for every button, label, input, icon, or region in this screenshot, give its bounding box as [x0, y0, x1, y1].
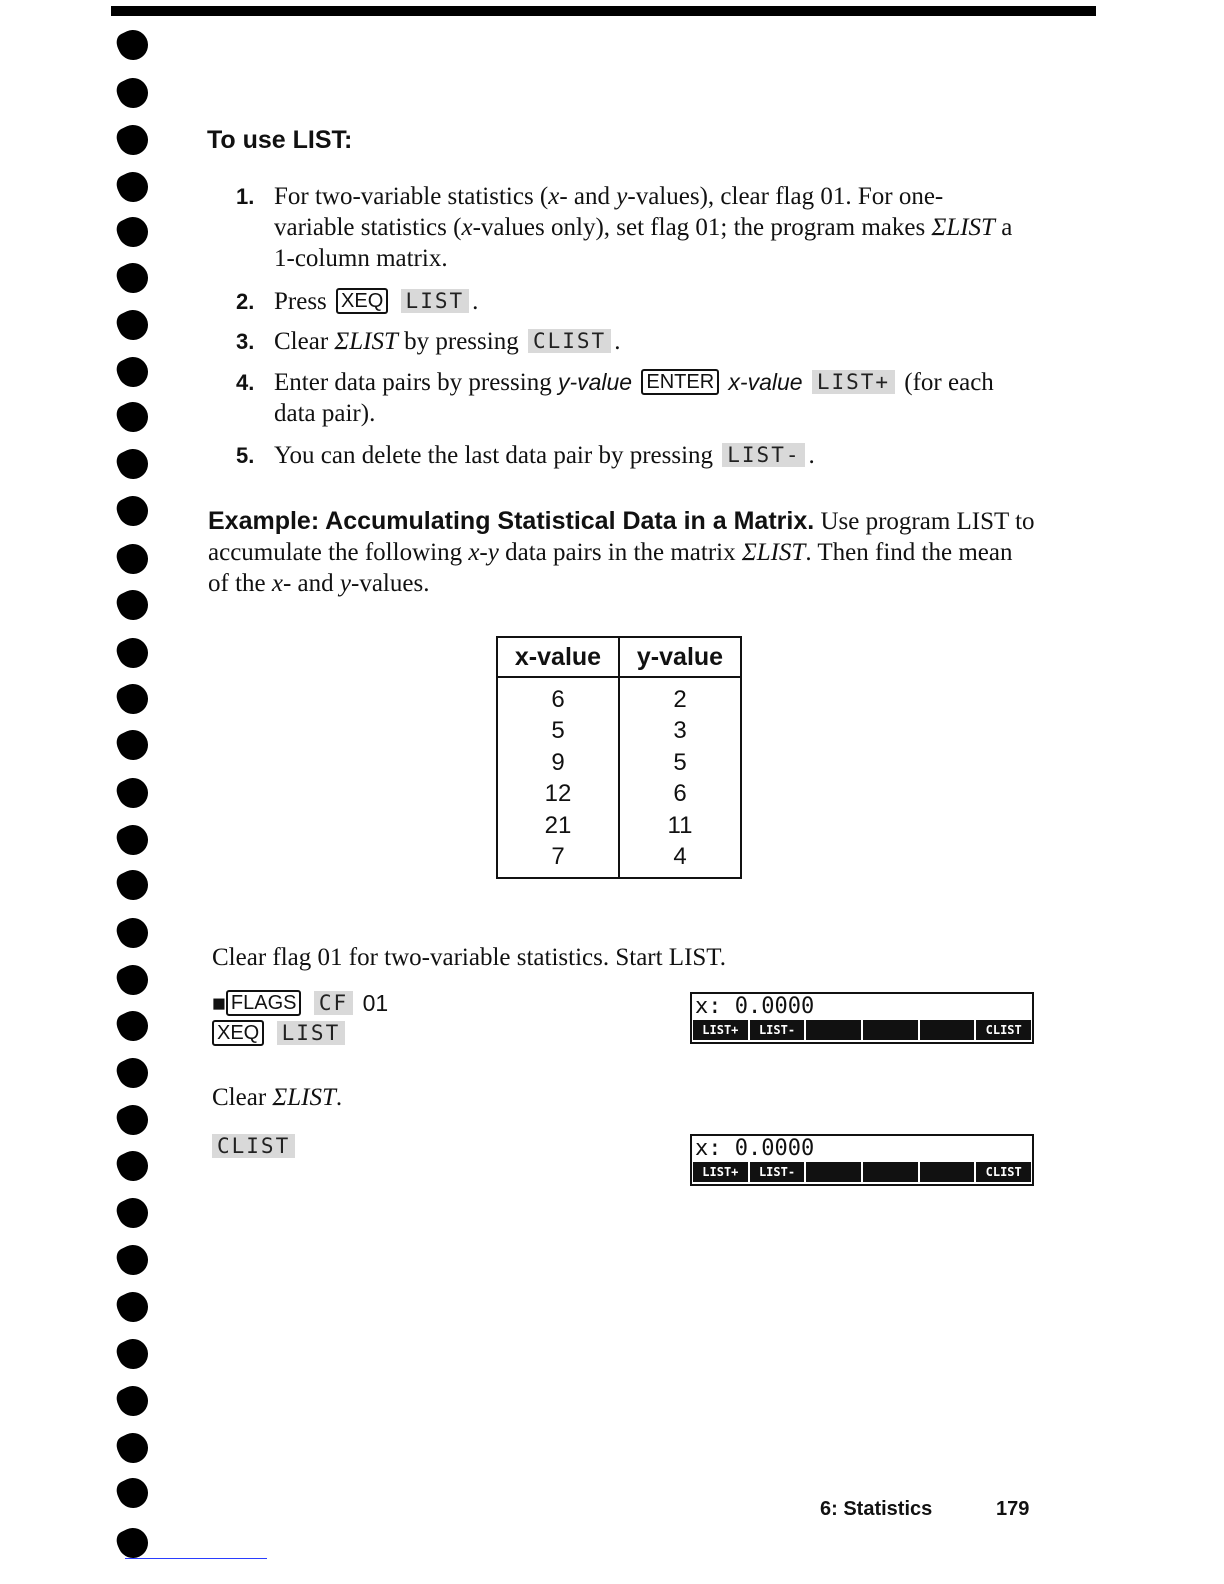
menu-key-blank[interactable] — [806, 1162, 861, 1182]
example-title: Example: Accumulating Statistical Data in a Matrix. — [208, 507, 815, 535]
binding-hole — [113, 1006, 153, 1046]
menu-key-clist[interactable]: CLIST — [976, 1020, 1031, 1040]
flag-number: 01 — [362, 990, 389, 1016]
binding-hole — [113, 1381, 153, 1421]
section-heading: To use LIST: — [207, 126, 353, 154]
binding-hole — [113, 120, 153, 160]
binding-hole — [113, 25, 153, 65]
x-register: x: 0.0000 — [695, 994, 815, 1019]
step-number: 1. — [236, 184, 255, 209]
table-cell: 6 — [619, 779, 741, 811]
column-header: x-value — [497, 637, 619, 677]
x-register: x: 0.0000 — [695, 1136, 815, 1161]
binding-hole — [113, 1193, 153, 1233]
step-number: 5. — [236, 443, 255, 468]
binding-hole — [113, 865, 153, 905]
binding-hole — [113, 1428, 153, 1468]
binding-hole — [113, 491, 153, 531]
step-text: Press XEQ LIST . — [274, 288, 479, 315]
binding-hole — [113, 1240, 153, 1280]
binding-hole — [113, 1146, 153, 1186]
table-cell: 2 — [619, 677, 741, 716]
clist-menu-key[interactable]: CLIST — [528, 329, 611, 353]
table-cell: 21 — [497, 810, 619, 842]
xeq-key[interactable]: XEQ — [336, 288, 388, 314]
table-cell: 5 — [497, 716, 619, 748]
step-1 — [236, 181, 1016, 274]
table-header-row — [497, 637, 741, 677]
menu-key-list-plus[interactable]: LIST+ — [693, 1020, 748, 1040]
menu-key-blank[interactable] — [863, 1020, 918, 1040]
binding-hole — [113, 679, 153, 719]
list-plus-menu-key[interactable]: LIST+ — [812, 370, 895, 394]
example-paragraph: Example: Accumulating Statistical Data in a Matrix. Use program LIST to accumulate the following x-y data pairs in the matrix ΣLIST. Then find the mean of the x- and y-values. — [208, 507, 1035, 597]
table-row — [497, 842, 741, 879]
binding-hole — [113, 913, 153, 953]
menu-key-blank[interactable] — [920, 1020, 975, 1040]
binding-hole — [113, 585, 153, 625]
step-5 — [236, 440, 1016, 471]
binding-hole — [113, 444, 153, 484]
menu-key-clist[interactable]: CLIST — [976, 1162, 1031, 1182]
table-cell: 5 — [619, 747, 741, 779]
binding-hole — [113, 397, 153, 437]
table-cell: 9 — [497, 747, 619, 779]
binding-hole — [113, 258, 153, 298]
calculator-display-1 — [690, 992, 1034, 1044]
binding-hole — [113, 633, 153, 673]
binding-hole — [113, 212, 153, 252]
table-cell: 6 — [497, 677, 619, 716]
binding-hole — [113, 1334, 153, 1374]
keystroke-line-2 — [212, 1020, 348, 1047]
cf-menu-key[interactable]: CF — [314, 991, 353, 1015]
table-row — [497, 677, 741, 716]
table-row — [497, 779, 741, 811]
bottom-rule — [125, 1558, 267, 1559]
table-cell: 7 — [497, 842, 619, 879]
binding-hole — [113, 539, 153, 579]
table-cell: 3 — [619, 716, 741, 748]
keystroke-line-3 — [212, 1133, 298, 1160]
column-header: y-value — [619, 637, 741, 677]
page-number: 179 — [996, 1498, 1030, 1520]
keystroke-line-1 — [212, 990, 388, 1017]
instruction-clear-list: Clear ΣLIST. — [212, 1084, 343, 1111]
list-menu-key[interactable]: LIST — [401, 289, 470, 313]
table-cell: 12 — [497, 779, 619, 811]
flags-key[interactable]: FLAGS — [226, 990, 302, 1016]
step-4 — [236, 367, 1016, 429]
binding-hole — [113, 960, 153, 1000]
binding-hole — [113, 305, 153, 345]
menu-key-list-minus[interactable]: LIST- — [750, 1162, 805, 1182]
binding-hole — [113, 773, 153, 813]
instruction-start-list: Clear flag 01 for two-variable statistics. Start LIST. — [212, 944, 726, 971]
binding-hole — [113, 1473, 153, 1513]
step-text: Clear ΣLIST by pressing CLIST . — [274, 328, 621, 355]
menu-key-blank[interactable] — [920, 1162, 975, 1182]
table-cell: 4 — [619, 842, 741, 879]
step-number: 3. — [236, 329, 255, 354]
binding-hole — [113, 1523, 153, 1563]
table-cell: 11 — [619, 810, 741, 842]
step-text: You can delete the last data pair by pressing LIST- . — [274, 442, 815, 469]
table-row — [497, 747, 741, 779]
enter-key[interactable]: ENTER — [641, 369, 719, 395]
step-text: Enter data pairs by pressing y-value ENTER x-value LIST+ (for each data pair). — [274, 369, 994, 427]
calculator-display-2 — [690, 1134, 1034, 1186]
binding-hole — [113, 1100, 153, 1140]
list-menu-key[interactable]: LIST — [277, 1021, 346, 1045]
step-text: For two-variable statistics (x- and y-values), clear flag 01. For one-variable statistics (x-values only), set flag 01; the program makes ΣLIST a 1-column matrix. — [274, 183, 1013, 272]
menu-bar — [692, 1020, 1032, 1040]
step-number: 2. — [236, 289, 255, 314]
menu-key-list-plus[interactable]: LIST+ — [693, 1162, 748, 1182]
step-number: 4. — [236, 370, 255, 395]
top-rule — [111, 6, 1096, 16]
binding-hole — [113, 73, 153, 113]
chapter-label: 6: Statistics — [820, 1498, 933, 1520]
data-table — [496, 636, 742, 879]
step-3 — [236, 326, 1016, 357]
binding-hole — [113, 167, 153, 207]
step-2 — [236, 286, 1016, 317]
list-minus-menu-key[interactable]: LIST- — [722, 443, 805, 467]
menu-bar — [692, 1162, 1032, 1182]
table-row — [497, 810, 741, 842]
menu-key-blank[interactable] — [863, 1162, 918, 1182]
binding-hole — [113, 352, 153, 392]
shift-key-icon[interactable]: ■ — [212, 990, 226, 1016]
binding-hole — [113, 820, 153, 860]
clist-menu-key[interactable]: CLIST — [212, 1134, 295, 1158]
binding-hole — [113, 725, 153, 765]
binding-hole — [113, 1053, 153, 1093]
menu-key-blank[interactable] — [806, 1020, 861, 1040]
menu-key-list-minus[interactable]: LIST- — [750, 1020, 805, 1040]
table-row — [497, 716, 741, 748]
xeq-key[interactable]: XEQ — [212, 1020, 264, 1046]
binding-hole — [113, 1287, 153, 1327]
